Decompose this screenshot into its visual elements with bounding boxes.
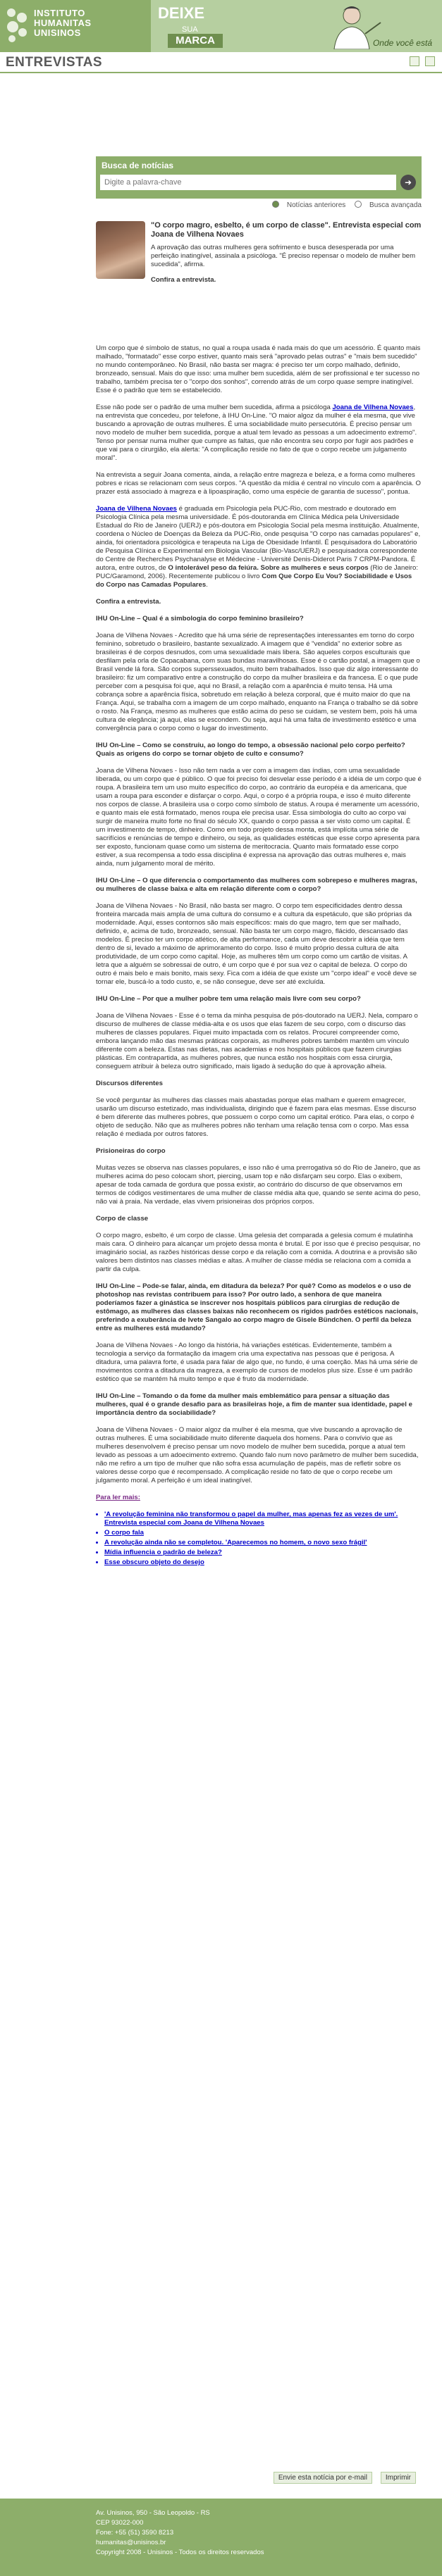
logo-line-3: UNISINOS <box>34 27 81 38</box>
logo-line-2: HUMANITAS <box>34 18 92 28</box>
home-icon[interactable] <box>425 56 435 66</box>
banner-deixe: DEIXE <box>158 4 205 22</box>
question-5: IHU On-Line – Pode-se falar, ainda, em ditadura da beleza? Por quê? Como as modelos e o uso de photoshop nas revistas contribuem para isso? Por outro lado, a senhora de que maneira poderíamos fazer a ginástica se inscrever nos hospitais públicos para cirurgias de redução de estômago, as mulheres das classes baixas não reconhecem os rígidos padrões estéticos nacionais, preferindo a exuberância de Ivete Sangalo ao corpo magro de Gisele Bündchen. O perfil da beleza entre as mulheres está mudando? <box>96 1282 418 1332</box>
article-desc: A aprovação das outras mulheres gera sofrimento e busca desesperada por uma perfeição inatingível, assinala a psicóloga. "É preciso repensar o modelo de mulher bem sucedida", afirma. <box>151 244 416 268</box>
banner-onde: Onde você está <box>372 38 432 48</box>
bio-book-1: O intolerável peso da feiúra. Sobre as mulheres e seus corpos <box>168 564 369 572</box>
body-1b-pre: Esse não pode ser o padrão de uma mulher bem sucedida, afirma a psicóloga <box>96 404 331 411</box>
answer-3: Joana de Vilhena Novaes - No Brasil, não basta ser magro. O corpo tem especificidades dentro dessa fronteira marcada mais ampla de uma cultura do consumo e a cultura da espetáculo, que são próprias da modernidade. Aqui, esses contornos são mais específicos: mais do que magro, tem que ser malhado, definido, e, acima de tudo, bronzeado, sensual. Não basta ter um corpo magro, flácido, descansado das modelos. É preciso ter um corpo atlético, de alta performance, cada um deve descobrir a idéia que tem dentro de si, levado a máximo de aprimoramento do corpo. Isso é muito próprio dessa cultura de alta produtividade, de um corpo como capital. Hoje, as mulheres têm um corpo como um cartão de visitas. A letra que a alguém se sobressai de outro, é um corpo que é por sua vez o capital de beleza. O corpo do outro é mais belo e mais bonito, mais sexy. Fica com a idéia de que existe um "corpo ideal" e você deve se tornar ele, buscá-lo a todo custo, e, se não consegue, deve ser até excluída. <box>96 902 417 986</box>
page-title: ENTREVISTAS <box>6 55 103 70</box>
related-link[interactable]: • Mídia influencia o padrão de beleza? <box>104 1549 422 1557</box>
body-paragraph-1b <box>96 404 422 463</box>
banner-marca: MARCA <box>168 34 223 48</box>
filter-advanced[interactable]: Busca avançada <box>369 201 422 209</box>
related-link[interactable]: • Esse obscuro objeto do desejo <box>104 1558 422 1567</box>
footer-line: Fone: +55 (51) 3590 8213 <box>96 2529 174 2537</box>
article-tools <box>96 2470 422 2484</box>
footer <box>0 2499 442 2576</box>
prisioneiras-text: Muitas vezes se observa nas classes populares, e isso não é uma prerrogativa só do Rio de Janeiro, que as mulheres acima do peso colocam short, piercing, usam top e não disfarçam seu corpo. Elas o exibem, apesar de toda camada de gordura que possa existir, ao contrário do discurso de que observamos em termos de códigos vestimentares de uma mulher de classe média alta que, quando se sente acima do peso, não vai à praia. Na verdade, elas vivem prisioneiras dos próprios corpos. <box>96 1164 421 1206</box>
section-prisioneiras: Prisioneiras do corpo <box>96 1147 166 1155</box>
question-6: IHU On-Line – Tomando o da fome da mulher mais emblemático para pensar a situação das mulheres, qual é o grande desafio para as brasileiras hoje, a fim de manter sua identidade, papel e importância dentro da sociabilidade? <box>96 1392 412 1417</box>
related-link[interactable]: • 'A revolução feminina não transformou o papel da mulher, mas apenas fez as vezes de um'. Entrevista especial com Joana de Vilhena Novaes <box>104 1511 422 1527</box>
logo-line-1: INSTITUTO <box>34 8 85 18</box>
footer-line: CEP 93022-000 <box>96 2519 144 2527</box>
bio-book-2: Com Que Corpo Eu Vou? Sociabilidade e Usos do Corpo nas Camadas Populares <box>96 573 412 589</box>
question-4: IHU On-Line – Por que a mulher pobre tem uma relação mais livre com seu corpo? <box>96 995 361 1003</box>
search-input[interactable] <box>100 175 396 190</box>
banner-sua: SUA <box>182 25 198 34</box>
title-bar <box>0 52 442 73</box>
interviewee-photo <box>96 221 145 279</box>
interviewee-link[interactable]: Joana de Vilhena Novaes <box>332 404 414 411</box>
para-ler-mais: Para ler mais: <box>96 1494 140 1501</box>
answer-6: Joana de Vilhena Novaes - O maior algoz da mulher é ela mesma, que vive buscando a aprovação de outras mulheres. É uma sociabilidade muito diferente daquela dos homens. Para o convívio que as mulheres desenvolvem é preciso pensar um novo modelo de mulher bem sucedida, porque a atual tem levado as pessoas a um adoecimento extremo. Quando falo num novo parâmetro de mulher bem sucedida, não me refiro a um tipo de mulher que não sofra essa acumulação de papéis, mas de refletir sobre os valores desse corpo que é recompensado. A complicação reside no fato de que o corpo recebe um julgamento moral. A perfeição é um ideal inatingível. <box>96 1426 419 1484</box>
footer-line: Copyright 2008 - Unisinos - Todos os direitos reservados <box>96 2549 264 2556</box>
header <box>0 0 442 52</box>
answer-2: Joana de Vilhena Novaes - Isso não tem nada a ver com a imagem das índias, com uma sexualidade liberada, ou um corpo que é público. O que foi preciso foi desvelar esse período é a idéia de um corpo que é roupa. A brasileira tem um uso muito específico do corpo, ao contrário da européia e da americana, que usam a roupa para esconder e disfarçar o corpo. Aqui, o corpo é a própria roupa, e isso é muito diferente nos corpos de classe. A brasileira usa o corpo como símbolo de status. A roupa é meramente um acessório, e quanto mais ele está formatado, menos roupa ele precisa usar. Essa simbologia do culto ao corpo vai surgir de maneira muito forte no final do século XX, quando o corpo passa a ser visto como um capital. É um investimento de tempo, dinheiro. Como em todo projeto dessa monta, está implícita uma série de sacrifícios e renúncias de tempo e dinheiro, ou seja, as qualidades estéticas que esse corpo apresenta para ser exposto, funcionam quase como um sistema de meritocracia. Quanto mais formatado esse corpo estiver, a sua recompensa a todo essa disciplina é expressa na aprovação das outras mulheres e, mais ainda, num julgamento moral de mérito. <box>96 767 422 868</box>
filter-radio-previous[interactable] <box>272 201 279 208</box>
related-link[interactable]: • O corpo fala <box>104 1529 422 1537</box>
bio-mid: (Rio de Janeiro: PUC/Garamond, 2006). Recentemente publicou o livro <box>96 564 418 580</box>
question-1: IHU On-Line – Qual é a simbologia do corpo feminino brasileiro? <box>96 615 304 623</box>
article-intro <box>96 221 422 323</box>
question-2: IHU On-Line – Como se construiu, ao longo do tempo, a obsessão nacional pelo corpo perfeito? Quais as origens do corpo se tornar objeto de culto e consumo? <box>96 742 405 758</box>
print-button[interactable]: Imprimir <box>381 2472 416 2484</box>
logo-text <box>34 8 92 38</box>
footer-lines <box>96 2508 264 2558</box>
rss-icon[interactable] <box>410 56 419 66</box>
article-cta: Confira a entrevista. <box>151 276 216 284</box>
body-paragraph-1: Um corpo que é símbolo de status, no qual a roupa usada é nada mais do que um acessório. É quanto mais malhado, "formatado" esse corpo estiver, quanto mais será "aprovado pelas outras" e "mais bem sucedido" no mundo contemporâneo. No Brasil, não basta ser magra: é preciso ter um corpo malhado, definido, bronzeado, sensual. Mais do que isso: uma mulher bem sucedida, além de ser profissional e ter sucesso no trabalho, também precisa ter o "corpo dos sonhos", correndo atrás de um corpo quase sempre inatingível. Esse é o padrão que tem se estabelecido. <box>96 344 421 394</box>
classe-text: O corpo magro, esbelto, é um corpo de classe. Uma gelesia det comparada a gelesia comum é mulatinha mais cara. O dinheiro para alcançar um projeto dessa monta é brutal. E por isso que é preciso pesquisar, no imaginário social, as razões históricas desse corpo e da relação com a comida. A doutrina e a provisão são valores bem distintos nas classes médias e altas. A mulher de classe média se relaciona com a comida a partir da culpa. <box>96 1232 421 1273</box>
footer-line: Av. Unisinos, 950 - São Leopoldo - RS <box>96 2509 210 2517</box>
section-discursos: Discursos diferentes <box>96 1080 163 1087</box>
discursos-text: Se você perguntar às mulheres das classes mais abastadas porque elas malham e querem emagrecer, usarão um discurso estetizado, mas individualista, dirigindo que é fazem para elas mesmas. Esse discurso é bem diferente das mulheres pobres, que possuem o corpo como um capital erótico. Para elas, o corpo é objeto de sedução. Não que as mulheres pobres não tenham uma relação tensa com o corpo. Mas essa relação é mediada por outros fatores. <box>96 1096 417 1138</box>
confira-text: Confira a entrevista. <box>96 598 161 606</box>
related-link[interactable]: • A revolução ainda não se completou. 'Aparecemos no homem, o novo sexo frágil' <box>104 1539 422 1547</box>
institute-logo[interactable] <box>6 6 111 46</box>
search-label: Busca de notícias <box>102 161 174 170</box>
send-email-button[interactable]: Envie esta notícia por e-mail <box>274 2472 372 2484</box>
intro-text <box>151 221 422 293</box>
answer-4: Joana de Vilhena Novaes - Esse é o tema da minha pesquisa de pós-doutorado na UERJ. Nela, comparo o discurso de mulheres de classe média-alta e os usos que elas fazem de seu corpo, com o discurso das mulheres de classes populares. Fiquei muito impactada com os relatos. Procurei compreender como, embora lançando mão das mesmas práticas corporais, as mulheres pobres também mantêm um vínculo diferente com a beleza. Estas nas dietas, nas academias e nos hospitais públicos que fazem cirurgias plásticas. Em contrapartida, as mulheres pobres, que nunca estão nos hospitais com essa cirurgia, conseguem atribuir à beleza outro significado, mais ligado à sedução do que à aprovação alheia. <box>96 1012 418 1070</box>
article <box>96 221 422 1575</box>
article-headline: "O corpo magro, esbelto, é um corpo de classe". Entrevista especial com Joana de Vilhena Novaes <box>151 221 422 239</box>
search-filters <box>96 201 422 212</box>
section-classe: Corpo de classe <box>96 1215 149 1223</box>
logo-mark-icon <box>6 8 30 44</box>
search-panel <box>96 156 422 199</box>
filter-previous[interactable]: Notícias anteriores <box>286 201 346 209</box>
question-3: IHU On-Line – O que diferencia o comportamento das mulheres com sobrepeso e mulheres magras, ou mulheres de classe baixa e alta em relação diferente com o corpo? <box>96 877 417 893</box>
filter-radio-advanced[interactable] <box>355 201 362 208</box>
bio-link[interactable]: Joana de Vilhena Novaes <box>96 505 177 513</box>
campaign-banner[interactable] <box>151 0 442 52</box>
answer-1: Joana de Vilhena Novaes - Acredito que há uma série de representações interessantes em torno do corpo feminino, sobretudo o brasileiro, bastante sexualizado. A imagem que é "vendida" no exterior sobre as brasileiras é de corpos desnudos, com uma sexualidade mais libera. São aqueles corpos esculturais que desfilam pela orla de Copacabana, com suas bundas maravilhosas. Esse é o cartão postal, a imagem que o Brasil vende lá fora. São corpos superssexuados, muito bem trabalhados. Isso que diz algo interessante do brasileiro: fiz um comparativo entre a construção do corpo da mulher brasileira e da francesa. E o que pude perceber com a pesquisa foi que, aqui no Brasil, a relação com a aparência é muito tensa. Há uma cobrança sobre a aparência física, sobretudo em relação à beleza corporal, que é muito maior do que na França. Aqui, se trabalha com a imagem de um corpo malhado, enquanto na França o trabalho se dá sobre o rosto. Na França, mesmo as mulheres que estão acima do peso se cuidam, se vestem bem, pois há uma cultura de elegância; já aqui, elas se escondem. Ou seja, aqui há uma falta de investimento estético e uma convergência para o corpo como o lugar do investimento. <box>96 632 420 732</box>
body-paragraph-2: Na entrevista a seguir Joana comenta, ainda, a relação entre magreza e beleza, e a forma como mulheres pobres e ricas se relacionam com seus corpos. "A questão da mídia é central no vínculo com a aparência. O prazer está associado à magreza e à lipoaspiração, como uma espécie de garantia de sucesso", pontua. <box>96 471 421 496</box>
related-links <box>96 1511 422 1567</box>
body-1b-post: , na entrevista que concedeu, por telefone, à IHU On-Line. "O maior algoz da mulher é ela mesma, que vive buscando a aprovação de outras mulheres. É uma sociabilidade muito persecutória. É preciso pensar um novo modelo de mulher bem sucedida, porque a atual tem levado as pessoas a um adoecimento extremo". Tenso por pensar numa mulher que cumpre as faltas, que não encontra seu corpo por fugir aos padrões e que vai para o cirurgião, ela alerta: "A complicação reside no fato de que o corpo recebe um julgamento moral". <box>96 404 417 462</box>
title-icons <box>407 56 435 70</box>
footer-line[interactable]: humanitas@unisinos.br <box>96 2539 166 2546</box>
bio-rest: é graduada em Psicologia pela PUC-Rio, com mestrado e doutorado em Psicologia Clínica pela mesma universidade. É pós-doutoranda em Clínica Médica pela Universidade Estadual do Rio de Janeiro (UERJ) e pós-doutora em Psicologia Social pela mesma instituição. Atualmente, coordena o Núcleo de Doenças da Beleza da PUC-Rio, onde pesquisa "O corpo nas camadas populares" e, ainda, foi orientadora psicológica e terapeuta na Liga de Obesidade Infantil. É pesquisadora do Laboratório de Pesquisa Clínica e Experimental em Biologia Vascular (Bio-Vasc/UERJ) e pesquisadora correspondente do Centre de Recherches Psychanalyse et Médecine - Université Denis-Diderot Paris 7 CRPM-Pandora. É autora, entre outros, de <box>96 505 421 572</box>
go-arrow-icon[interactable]: ➜ <box>400 175 416 190</box>
bio-paragraph: Joana de Vilhena Novaes é graduada em Psicologia pela PUC-Rio, com mestrado e doutorado em Psicologia Clínica pela mesma universidade. É pós-doutoranda em Clínica Médica pela Universidade Estadual do Rio de Janeiro (UERJ) e pós-doutora em Psicologia Social pela mesma instituição. Atualmente, coordena o Núcleo de Doenças da Beleza da PUC-Rio, onde pesquisa "O corpo nas camadas populares" e, ainda, foi orientadora psicológica e terapeuta na Liga de Obesidade Infantil. É pesquisadora do Laboratório de Pesquisa Clínica e Experimental em Biologia Vascular (Bio-Vasc/UERJ) e pesquisadora correspondente do Centre de Recherches Psychanalyse et Médecine - Université Denis-Diderot Paris 7 CRPM-Pandora. É autora, entre outros, de O intolerável peso da feiúra. Sobre as mulheres e seus corpos (Rio de Janeiro: PUC/Garamond, 2006). Recentemente publicou o livro Com Que Corpo Eu Vou? Sociabilidade e Usos do Corpo nas Camadas Populares. <box>96 505 421 589</box>
answer-5: Joana de Vilhena Novaes - Ao longo da história, há variações estéticas. Evidentemente, também a tecnologia a serviço da formatação da imagem cria uma expectativa nas pessoas que é perigosa. A ditadura, uma palavra forte, é usada para falar de algo que, no fundo, é uma coerção. Mas há uma série de movimentos contra a ditadura da magreza, a exemplo de cursos de modelos plus size. Esse é um padrão estético que se mantém há muito tempo e que é fruto da modernidade. <box>96 1342 418 1383</box>
